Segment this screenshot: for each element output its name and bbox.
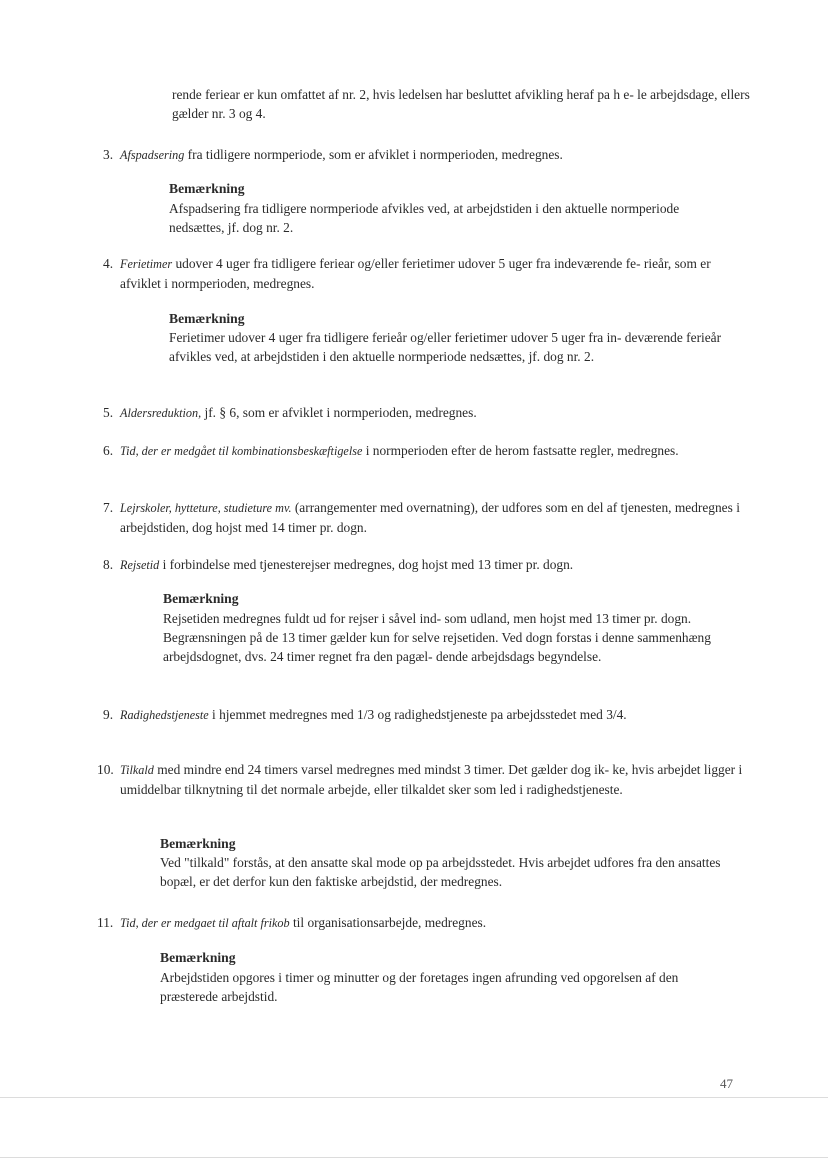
item-text: (arrangementer med overnatning), der udfores som en del af tjenesten, medregnes i arbejdstiden, dog hojst med 14 timer pr. dogn. xyxy=(120,500,740,535)
item-number: 11. xyxy=(97,915,114,930)
item-text: jf. § 6, som er afviklet i normperioden, medregnes. xyxy=(201,405,477,420)
item-paragraph xyxy=(120,145,740,165)
item-term: Ferietimer xyxy=(120,257,173,271)
item-paragraph xyxy=(120,705,742,725)
remark-heading: Bemærkning xyxy=(169,181,245,196)
item-number: 4. xyxy=(103,256,114,271)
item-text: i normperioden efter de herom fastsatte regler, medregnes. xyxy=(362,443,679,458)
item-text: fra tidligere normperiode, som er afviklet i normperioden, medregnes. xyxy=(184,147,563,162)
remark-heading: Bemærkning xyxy=(160,836,236,851)
remark-text: Rejsetiden medregnes fuldt ud for rejser i såvel ind- som udland, men hojst med 13 timer pr. dogn. Begrænsningen på de 13 timer gælder kun for selve rejsetiden. Ved dogn forstas i denne sammenhæng arbejdsdognet, dvs. 24 timer regnet fra den pagæl- dende arbejdsdags begyndelse. xyxy=(163,611,711,664)
item-paragraph xyxy=(120,254,748,293)
intro-paragraph: rende feriear er kun omfattet af nr. 2, hvis ledelsen har besluttet afvikling heraf pa h e- le arbejdsdage, ellers gælder nr. 3 og 4. xyxy=(172,87,750,121)
page-number: 47 xyxy=(720,1076,733,1091)
item-paragraph xyxy=(120,555,745,575)
item-paragraph xyxy=(120,760,745,799)
remark-text: Afspadsering fra tidligere normperiode afvikles ved, at arbejdstiden i den aktuelle normperiode nedsættes, jf. dog nr. 2. xyxy=(169,201,680,235)
item-term: Afspadsering xyxy=(120,148,185,162)
item-text: i hjemmet medregnes med 1/3 og radighedstjeneste pa arbejdsstedet med 3/4. xyxy=(208,707,627,722)
item-paragraph xyxy=(120,498,750,537)
item-text: i forbindelse med tjenesterejser medregnes, dog hojst med 13 timer pr. dogn. xyxy=(159,557,574,572)
remark-text: Arbejdstiden opgores i timer og minutter og der foretages ingen afrunding ved opgorelsen af den præsterede arbejdstid. xyxy=(160,970,679,1004)
item-number: 5. xyxy=(103,405,114,420)
remark-heading: Bemærkning xyxy=(160,950,236,965)
item-term: Aldersreduktion, xyxy=(120,406,202,420)
item-term: Tilkald xyxy=(120,763,154,777)
item-number: 6. xyxy=(103,443,114,458)
item-text: til organisationsarbejde, medregnes. xyxy=(289,915,487,930)
item-number: 7. xyxy=(103,500,114,515)
item-term: Rejsetid xyxy=(120,558,160,572)
item-term: Tid, der er medgaet til aftalt frikob xyxy=(120,916,290,930)
item-number: 8. xyxy=(103,557,114,572)
item-text: med mindre end 24 timers varsel medregnes med mindst 3 timer. Det gælder dog ik- ke, hvis arbejdet ligger i umiddelbar tilknytning til det normale arbejde, eller tilkaldet sker som led i radighedstjeneste. xyxy=(120,762,743,797)
remark-heading: Bemærkning xyxy=(169,311,245,326)
page-separator xyxy=(0,1157,828,1158)
item-text: udover 4 uger fra tidligere feriear og/eller ferietimer udover 5 uger fra indeværende fe- rieår, som er afviklet i normperioden, medregnes. xyxy=(120,256,711,291)
item-number: 3. xyxy=(103,147,114,162)
remark-text: Ferietimer udover 4 uger fra tidligere ferieår og/eller ferietimer udover 5 uger fra in- deværende ferieår afvikles ved, at arbejdstiden i den aktuelle normperiode nedsættes, jf. dog nr. 2. xyxy=(169,330,722,364)
item-number: 9. xyxy=(103,707,114,722)
page-separator xyxy=(0,1097,828,1098)
item-paragraph xyxy=(120,441,745,461)
remark-heading: Bemærkning xyxy=(163,591,239,606)
item-term: Lejrskoler, hytteture, studieture mv. xyxy=(120,501,292,515)
item-number: 10. xyxy=(97,762,114,777)
item-paragraph xyxy=(120,913,740,933)
item-term: Tid, der er medgået til kombinationsbeskæftigelse xyxy=(120,444,363,458)
remark-text: Ved "tilkald" forstås, at den ansatte skal mode op pa arbejdsstedet. Hvis arbejdet udfores fra den ansattes bopæl, er det derfor kun den faktiske arbejdstid, der medregnes. xyxy=(160,855,721,889)
item-term: Radighedstjeneste xyxy=(120,708,209,722)
item-paragraph xyxy=(120,403,740,423)
